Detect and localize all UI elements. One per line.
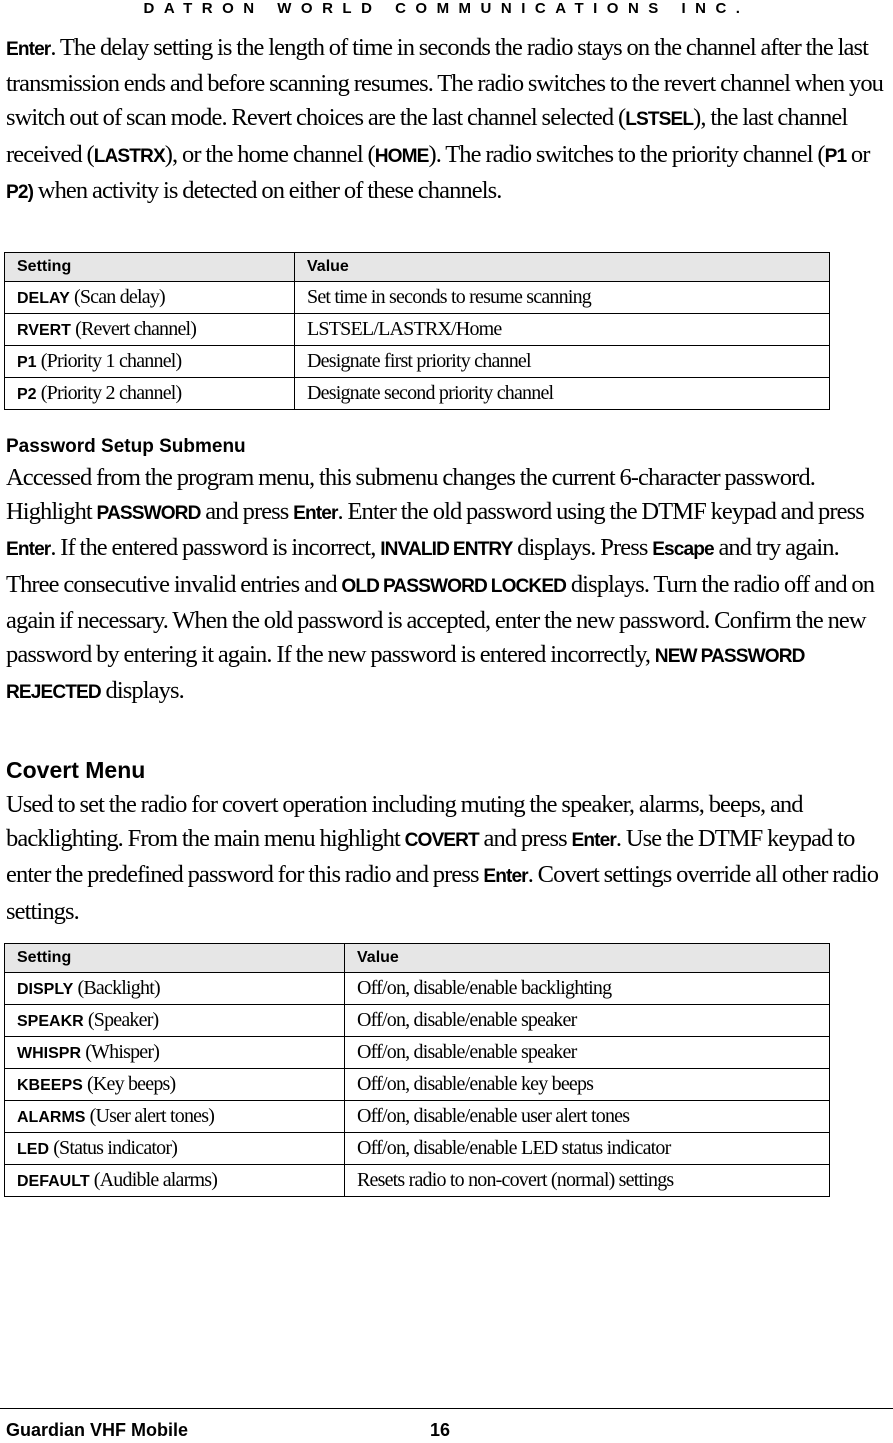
- page-number: 16: [430, 1420, 451, 1440]
- setting-cell: [5, 346, 295, 378]
- setting-cell: [5, 1005, 345, 1037]
- value-column-header: Value: [295, 253, 830, 282]
- setting-cell: [5, 1133, 345, 1165]
- setting-cell: [5, 1069, 345, 1101]
- table-row: [5, 282, 830, 314]
- table-row: [5, 1005, 830, 1037]
- value-cell: Resets radio to non-covert (normal) settings: [345, 1165, 830, 1197]
- p2-label: P2): [6, 181, 34, 203]
- covert-paragraph: [6, 788, 886, 929]
- password-paragraph: [6, 461, 886, 710]
- value-cell: Designate first priority channel: [295, 346, 830, 378]
- paragraph-text: . The delay setting is the length of time in seconds the radio stays on the channel after the last transmission ends and before scanning resumes. The radio switches to the revert channel when you switch out of scan mode. Revert choices are the last channel selected (: [6, 34, 884, 132]
- invalid-entry-label: INVALID ENTRY: [380, 539, 513, 561]
- setting-cell: [5, 1037, 345, 1069]
- value-cell: Off/on, disable/enable backlighting: [345, 973, 830, 1005]
- paragraph-text: displays.: [100, 677, 184, 705]
- setting-desc: (Scan delay): [69, 286, 165, 308]
- old-password-locked-label: OLD PASSWORD LOCKED: [341, 575, 567, 597]
- scan-settings-table: [4, 252, 830, 410]
- new-password-rejected-label: NEW PASSWORD REJECTED: [6, 646, 805, 704]
- table-row: [5, 1069, 830, 1101]
- paragraph-text: Used to set the radio for covert operation including muting the speaker, alarms, beeps, and backlighting. From the main menu highlight: [6, 791, 803, 853]
- setting-cell: [5, 378, 295, 410]
- enter-key-label: Enter: [483, 866, 528, 888]
- footer-title: Guardian VHF Mobile: [6, 1420, 189, 1440]
- setting-desc: (Status indicator): [49, 1137, 178, 1159]
- value-cell: Off/on, disable/enable speaker: [345, 1037, 830, 1069]
- scan-intro-paragraph: [6, 31, 886, 210]
- value-cell: LSTSEL/LASTRX/Home: [295, 314, 830, 346]
- paragraph-text: . Use the DTMF keypad to enter the predefined password for this radio and press: [6, 825, 855, 889]
- table-row: [5, 346, 830, 378]
- table-row: [5, 1101, 830, 1133]
- setting-cell: [5, 973, 345, 1005]
- paragraph-text: and press: [478, 825, 572, 853]
- setting-desc: (Revert channel): [70, 318, 197, 340]
- setting-desc: (Speaker): [83, 1009, 159, 1031]
- table-row: [5, 314, 830, 346]
- table-row: [5, 1165, 830, 1197]
- enter-key-label: Enter: [571, 830, 616, 852]
- enter-key-label: Enter: [6, 539, 51, 561]
- table-row: [5, 973, 830, 1005]
- lstsel-label: LSTSEL: [625, 109, 694, 131]
- page-header: DATRON WORLD COMMUNICATIONS INC.: [143, 0, 750, 17]
- table-row: [5, 378, 830, 410]
- setting-desc: (Audible alarms): [89, 1169, 218, 1191]
- paragraph-text: Accessed from the program menu, this submenu changes the current 6-character password. Highlight: [6, 464, 815, 526]
- setting-key: P2: [17, 386, 37, 403]
- covert-section-heading: Covert Menu: [6, 757, 146, 783]
- covert-settings-table: [4, 943, 830, 1197]
- password-label: PASSWORD: [96, 503, 201, 525]
- setting-desc: (Priority 1 channel): [36, 350, 182, 372]
- value-cell: Designate second priority channel: [295, 378, 830, 410]
- value-cell: Off/on, disable/enable user alert tones: [345, 1101, 830, 1133]
- setting-column-header: Setting: [5, 944, 345, 973]
- setting-desc: (User alert tones): [85, 1105, 215, 1127]
- value-cell: Off/on, disable/enable LED status indicator: [345, 1133, 830, 1165]
- escape-key-label: Escape: [652, 539, 714, 561]
- paragraph-text: ), or the home channel (: [164, 140, 375, 168]
- setting-key: WHISPR: [17, 1045, 81, 1062]
- setting-cell: [5, 282, 295, 314]
- setting-key: LED: [17, 1141, 49, 1158]
- paragraph-text: . If the entered password is incorrect,: [50, 534, 381, 562]
- paragraph-text: . Enter the old password using the DTMF keypad and press: [337, 498, 864, 526]
- setting-desc: (Priority 2 channel): [36, 382, 182, 404]
- paragraph-text: and try again. Three consecutive invalid entries and: [6, 534, 839, 598]
- home-label: HOME: [374, 145, 429, 167]
- value-column-header: Value: [345, 944, 830, 973]
- footer-divider: [0, 1408, 893, 1409]
- setting-desc: (Backlight): [73, 977, 160, 999]
- paragraph-text: . Covert settings override all other radio settings.: [6, 861, 879, 925]
- paragraph-text: ), the last channel received (: [6, 104, 848, 168]
- value-cell: Set time in seconds to resume scanning: [295, 282, 830, 314]
- paragraph-text: when activity is detected on either of these channels.: [33, 176, 502, 204]
- paragraph-text: displays. Press: [512, 534, 653, 562]
- enter-key-label: Enter: [6, 39, 51, 60]
- value-cell: Off/on, disable/enable key beeps: [345, 1069, 830, 1101]
- enter-key-label: Enter: [293, 503, 338, 525]
- table-header-row: [5, 253, 830, 282]
- covert-label: COVERT: [404, 830, 479, 852]
- p1-label: P1: [824, 145, 847, 167]
- paragraph-text: ). The radio switches to the priority channel (: [428, 140, 825, 168]
- value-cell: Off/on, disable/enable speaker: [345, 1005, 830, 1037]
- setting-key: P1: [17, 354, 37, 371]
- paragraph-text: displays. Turn the radio off and on again if necessary. When the old password is accepted, enter the new password. Confirm the new password by entering it again. If the new password is entered incorrectly,: [6, 570, 875, 669]
- setting-key: DEFAULT: [17, 1173, 90, 1190]
- table-row: [5, 1037, 830, 1069]
- setting-key: RVERT: [17, 322, 71, 339]
- setting-key: SPEAKR: [17, 1013, 84, 1030]
- setting-cell: [5, 1165, 345, 1197]
- paragraph-text: and press: [200, 498, 294, 526]
- setting-column-header: Setting: [5, 253, 295, 282]
- lastrx-label: LASTRX: [93, 145, 165, 167]
- table-header-row: [5, 944, 830, 973]
- table-row: [5, 1133, 830, 1165]
- setting-cell: [5, 314, 295, 346]
- setting-key: DELAY: [17, 290, 70, 307]
- password-section-heading: Password Setup Submenu: [6, 436, 246, 457]
- setting-cell: [5, 1101, 345, 1133]
- setting-key: DISPLY: [17, 981, 74, 998]
- setting-key: ALARMS: [17, 1109, 86, 1126]
- setting-desc: (Key beeps): [82, 1073, 176, 1095]
- setting-desc: (Whisper): [81, 1041, 160, 1063]
- paragraph-text: or: [846, 140, 870, 168]
- setting-key: KBEEPS: [17, 1077, 83, 1094]
